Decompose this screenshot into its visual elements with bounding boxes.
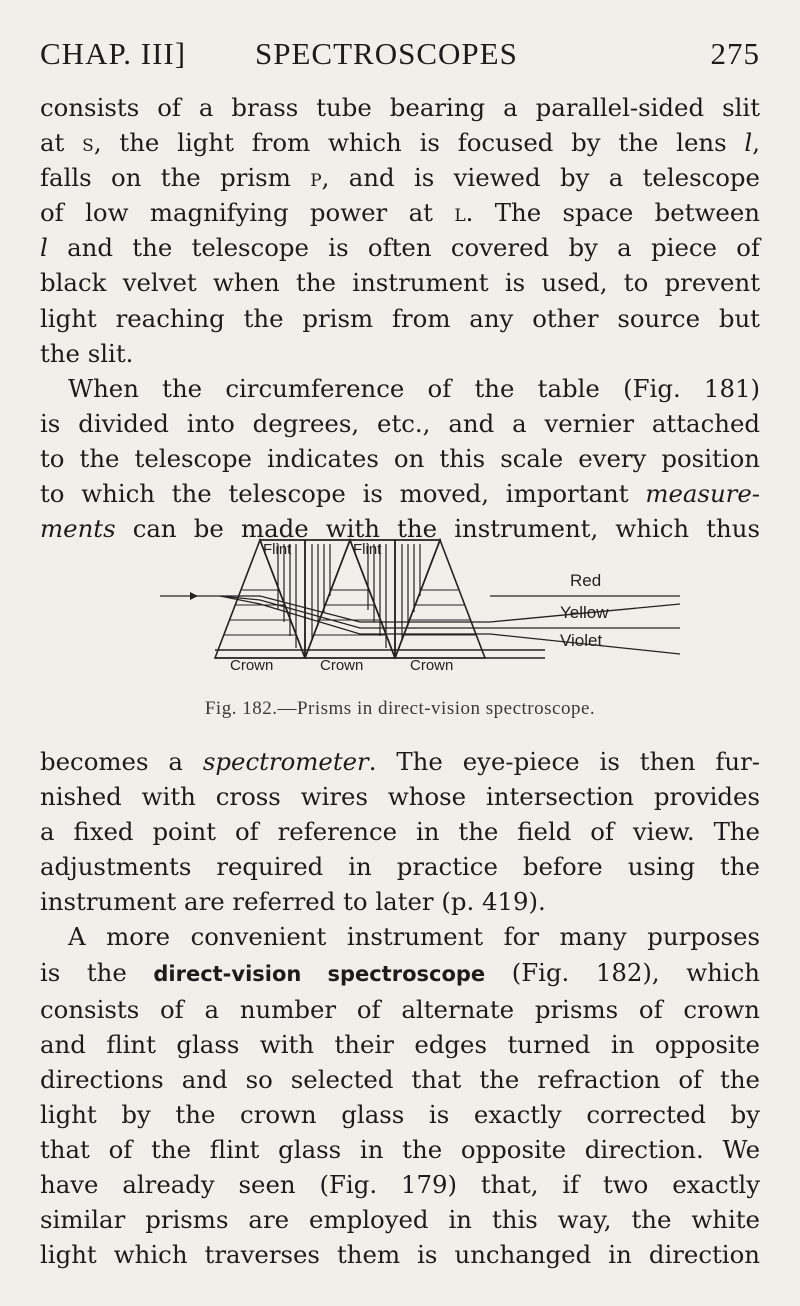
- text-line: becomes a spectrometer. The eye-piece is then fur-: [40, 747, 760, 776]
- chapter-label: CHAP. III]: [40, 36, 187, 71]
- yellow-ray: [220, 596, 680, 628]
- flint-label-2: Flint: [353, 541, 382, 558]
- text-line: a fixed point of reference in the field of view. The: [40, 817, 760, 847]
- text-line: light by the crown glass is exactly corrected by: [40, 1099, 760, 1129]
- text-line: light which traverses them is unchanged in direction: [40, 1240, 760, 1270]
- page-number: 275: [710, 36, 760, 71]
- text-line: black velvet when the instrument is used, to prevent: [40, 268, 760, 298]
- flint-label-1: Flint: [263, 541, 292, 558]
- text-line: is the direct-vision spectroscope (Fig. 182), which: [40, 957, 760, 987]
- text-line: falls on the prism p, and is viewed by a telescope: [40, 163, 760, 193]
- crown-label-1: Crown: [230, 657, 274, 674]
- text-line: A more convenient instrument for many purposes: [68, 922, 760, 952]
- text-line: consists of a brass tube bearing a parallel-sided slit: [40, 93, 760, 122]
- text-line: adjustments required in practice before using the: [40, 852, 760, 882]
- text-line: to the telescope indicates on this scale every position: [40, 443, 760, 473]
- text-line: the slit.: [40, 338, 134, 368]
- text-line: to which the telescope is moved, important measure-: [40, 479, 760, 509]
- caption-text: —Prisms in direct-vision spectroscope.: [277, 698, 596, 719]
- running-title: SPECTROSCOPES: [255, 36, 518, 71]
- text-line: and flint glass with their edges turned in opposite: [40, 1029, 760, 1059]
- crown-label-2: Crown: [320, 657, 364, 674]
- text-line: directions and so selected that the refraction of the: [40, 1064, 760, 1094]
- prism-diagram: [160, 530, 720, 680]
- text-line: similar prisms are employed in this way, the white: [40, 1205, 760, 1235]
- text-line: at s, the light from which is focused by the lens l,: [40, 128, 760, 158]
- violet-label: Violet: [560, 631, 603, 650]
- figure-caption: [40, 698, 760, 720]
- yellow-label: Yellow: [560, 603, 609, 622]
- text-line: nished with cross wires whose intersection provides: [40, 782, 760, 812]
- text-line: of low magnifying power at l. The space between: [40, 198, 760, 228]
- text-line: l and the telescope is often covered by a piece of: [40, 233, 760, 263]
- paragraph-3: [40, 744, 760, 1272]
- text-line: consists of a number of alternate prisms of crown: [40, 994, 760, 1024]
- text-line: instrument are referred to later (p. 419).: [40, 887, 546, 917]
- running-header: [40, 36, 760, 80]
- red-label: Red: [570, 571, 602, 590]
- crown-prism-1: [215, 540, 305, 658]
- text-line: that of the flint glass in the opposite direction. We: [40, 1135, 760, 1165]
- arrow-head: [190, 592, 198, 600]
- crown-label-3: Crown: [410, 657, 454, 674]
- text-line: light reaching the prism from any other source but: [40, 303, 760, 333]
- text-line: ments can be made with the instrument, which thus: [40, 514, 760, 544]
- figure-182-prisms: [160, 530, 720, 680]
- caption-prefix: Fig. 182.: [204, 698, 278, 719]
- text-line: have already seen (Fig. 179) that, if two exactly: [40, 1170, 760, 1200]
- text-line: is divided into degrees, etc., and a vernier attached: [40, 408, 760, 438]
- text-line: When the circumference of the table (Fig. 181): [68, 373, 760, 403]
- paragraph-1: [40, 90, 760, 546]
